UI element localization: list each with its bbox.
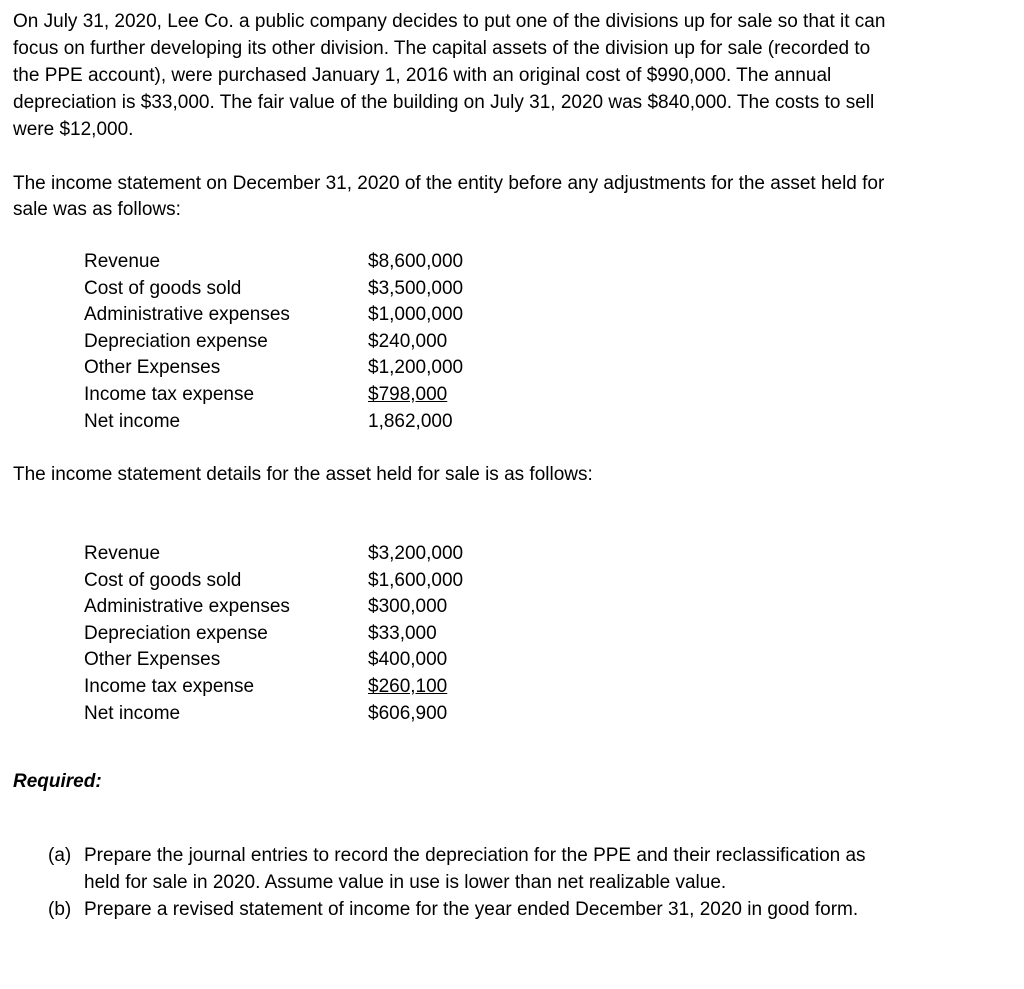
row-label: Other Expenses — [84, 649, 221, 671]
intro-line: the PPE account), were purchased January 1, 2016 with an original cost of $990,000. The annual — [13, 65, 832, 86]
row-label: Cost of goods sold — [84, 277, 242, 299]
requirement-marker: (b) — [48, 899, 72, 920]
statement-row — [84, 329, 584, 356]
requirement-line: Prepare the journal entries to record the depreciation for the PPE and their reclassification as — [84, 845, 866, 866]
row-value: $33,000 — [368, 622, 437, 644]
statement-row — [84, 594, 584, 621]
statement-row — [84, 355, 584, 382]
row-value: 1,862,000 — [368, 410, 453, 432]
row-label: Depreciation expense — [84, 330, 268, 352]
row-label: Income tax expense — [84, 383, 255, 405]
row-label: Net income — [84, 702, 181, 724]
row-value: $300,000 — [368, 596, 448, 618]
income-intro-line: sale was as follows: — [13, 199, 181, 220]
held-for-sale-intro: The income statement details for the asset held for sale is as follows: — [13, 464, 593, 485]
income-statement-intro — [13, 171, 1013, 223]
requirement-text — [84, 896, 924, 923]
statement-row — [84, 621, 584, 648]
intro-line: focus on further developing its other division. The capital assets of the division up for sale (recorded to — [13, 38, 871, 59]
row-label: Revenue — [84, 251, 161, 272]
requirement-line: held for sale in 2020. Assume value in use is lower than net realizable value. — [84, 872, 727, 893]
requirement-line: Prepare a revised statement of income for the year ended December 31, 2020 in good form. — [84, 899, 859, 920]
requirement-item — [48, 896, 948, 923]
statement-row — [84, 382, 584, 409]
row-value-underlined: $260,100 — [368, 675, 448, 697]
row-value: $3,500,000 — [368, 277, 464, 299]
held-for-sale-income-statement — [84, 541, 584, 727]
requirement-marker: (a) — [48, 845, 72, 866]
row-value-underlined: $798,000 — [368, 383, 448, 405]
requirements-list — [48, 842, 948, 923]
row-label: Net income — [84, 410, 181, 432]
case-description — [13, 8, 1013, 143]
row-label: Cost of goods sold — [84, 569, 242, 591]
required-heading: Required: — [13, 771, 102, 792]
intro-line: On July 31, 2020, Lee Co. a public company decides to put one of the divisions up for sale so that it can — [13, 11, 886, 32]
requirement-item — [48, 842, 948, 896]
intro-line: depreciation is $33,000. The fair value of the building on July 31, 2020 was $840,000. The costs to sell — [13, 92, 875, 113]
statement-row — [84, 674, 584, 701]
statement-row — [84, 276, 584, 303]
row-value: $3,200,000 — [368, 543, 464, 564]
row-label: Depreciation expense — [84, 622, 268, 644]
statement-row — [84, 541, 584, 568]
intro-line: were $12,000. — [13, 119, 134, 140]
statement-row-total — [84, 409, 584, 436]
row-value: $1,600,000 — [368, 569, 464, 591]
row-value: $1,200,000 — [368, 357, 464, 379]
row-label: Administrative expenses — [84, 596, 290, 618]
row-label: Administrative expenses — [84, 304, 290, 326]
row-value: $8,600,000 — [368, 251, 464, 272]
statement-row — [84, 249, 584, 276]
entity-income-statement — [84, 249, 584, 435]
statement-row — [84, 647, 584, 674]
row-label: Other Expenses — [84, 357, 221, 379]
row-label: Income tax expense — [84, 675, 255, 697]
statement-row-total — [84, 701, 584, 728]
row-value: $1,000,000 — [368, 304, 464, 326]
row-value: $400,000 — [368, 649, 448, 671]
row-value: $606,900 — [368, 702, 448, 724]
statement-row — [84, 568, 584, 595]
statement-row — [84, 302, 584, 329]
row-value: $240,000 — [368, 330, 448, 352]
row-label: Revenue — [84, 543, 161, 564]
requirement-text — [84, 842, 924, 896]
income-intro-line: The income statement on December 31, 2020 of the entity before any adjustments for the asset held for — [13, 173, 885, 194]
